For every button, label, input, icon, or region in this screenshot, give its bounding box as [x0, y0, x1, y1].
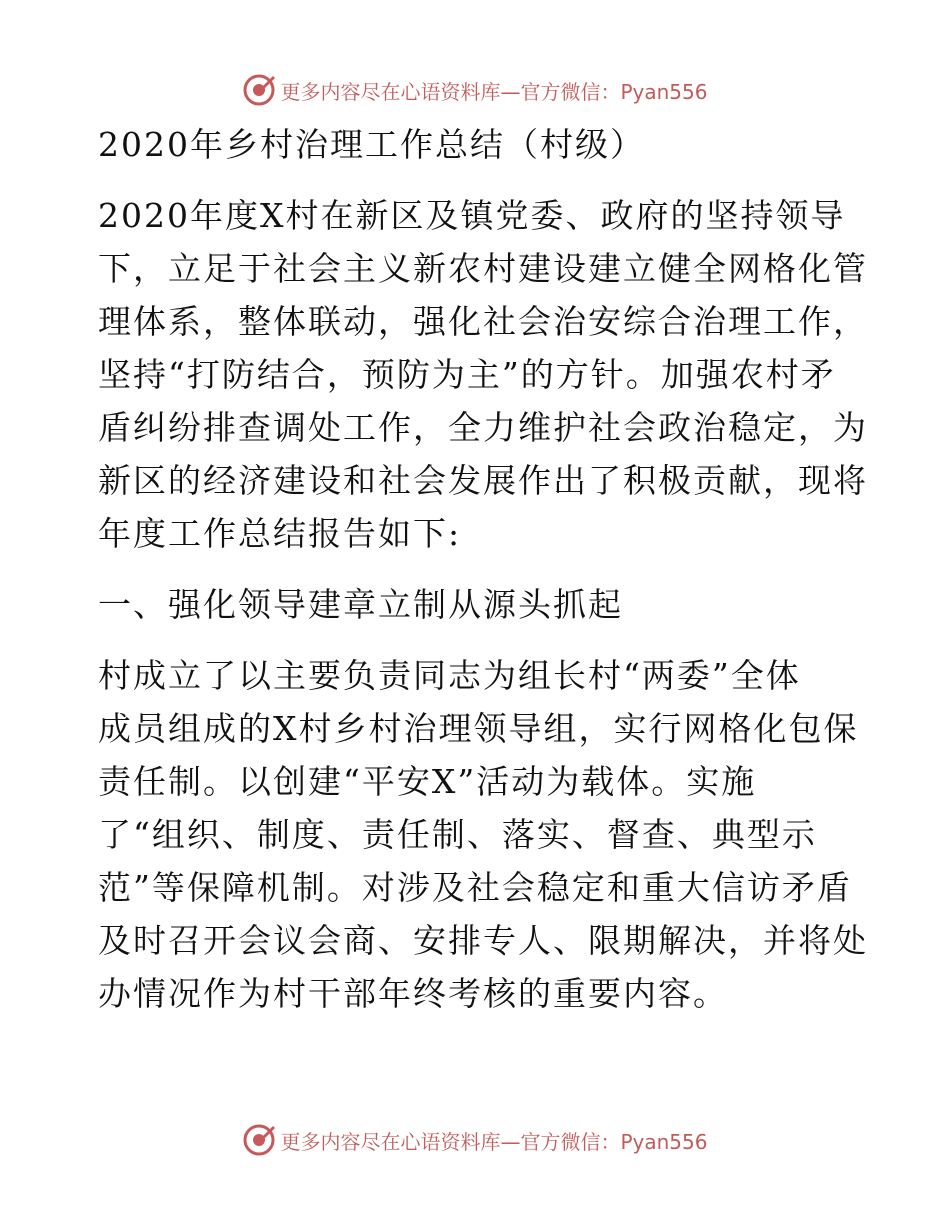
section-1-heading: 一、强化领导建章立制从源头抓起	[98, 585, 623, 624]
paragraph-line: 新区的经济建设和社会发展作出了积极贡献，现将	[98, 461, 868, 500]
paragraph-line: 坚持“打防结合，预防为主”的方针。加强农村矛	[98, 355, 836, 394]
document-body	[98, 118, 868, 1020]
watermark-text: 更多内容尽在心语资料库—官方微信：Pyan556	[280, 1129, 708, 1154]
paragraph-line: 年度工作总结报告如下:	[98, 514, 462, 553]
paragraph-1	[98, 189, 868, 560]
document-title: 2020年乡村治理工作总结（村级）	[98, 125, 645, 164]
paragraph-line: 理体系，整体联动，强化社会治安综合治理工作，	[98, 302, 868, 341]
watermark-banner-bottom	[0, 1122, 950, 1158]
paragraph-line: 了“组织、制度、责任制、落实、督查、典型示	[98, 815, 817, 854]
paragraph-line: 盾纠纷排查调处工作，全力维护社会政治稳定，为	[98, 408, 868, 447]
watermark-banner-top	[0, 72, 950, 108]
watermark-text: 更多内容尽在心语资料库—官方微信：Pyan556	[280, 79, 708, 104]
paragraph-line: 下，立足于社会主义新农村建设建立健全网格化管	[98, 249, 868, 288]
paragraph-line: 村成立了以主要负责同志为组长村“两委”全体	[98, 656, 801, 695]
paragraph-2	[98, 649, 868, 1020]
paragraph-line: 成员组成的X村乡村治理领导组，实行网格化包保	[98, 709, 859, 748]
pen-logo-icon	[242, 1123, 276, 1157]
paragraph-line: 范”等保障机制。对涉及社会稳定和重大信访矛盾	[98, 868, 852, 907]
paragraph-line: 及时召开会议会商、安排专人、限期解决，并将处	[98, 921, 868, 960]
paragraph-line: 责任制。以创建“平安X”活动为载体。实施	[98, 762, 757, 801]
pen-logo-icon	[242, 73, 276, 107]
paragraph-line: 办情况作为村干部年终考核的重要内容。	[98, 974, 728, 1013]
paragraph-line: 2020年度X村在新区及镇党委、政府的坚持领导	[98, 196, 846, 235]
